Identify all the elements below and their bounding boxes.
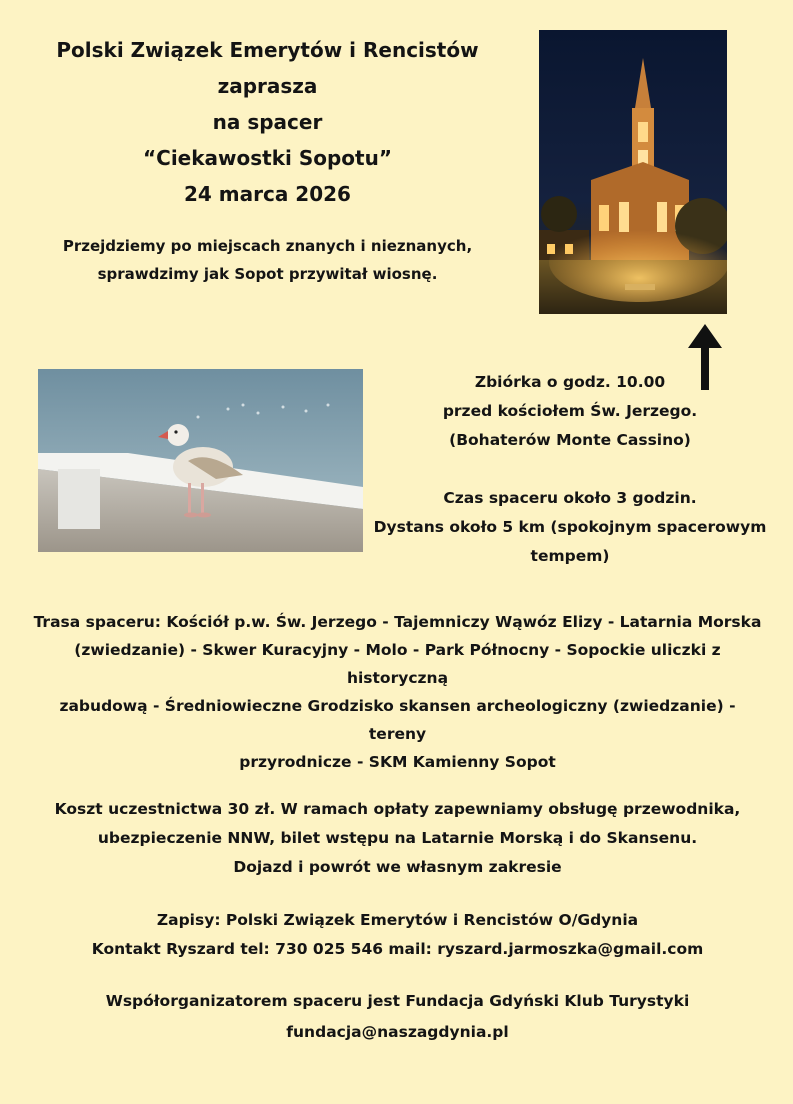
route-description [30, 608, 765, 776]
meeting-info [370, 368, 770, 571]
organization-name: Polski Związek Emerytów i Rencistów [56, 38, 479, 62]
coorganizer-email: fundacja@naszagdynia.pl [286, 1023, 509, 1041]
walk-title: “Ciekawostki Sopotu” [143, 146, 392, 170]
signup-line: Zapisy: Polski Związek Emerytów i Rencistów O/Gdynia [156, 911, 639, 929]
seagull-photo [38, 369, 363, 552]
meeting-street: (Bohaterów Monte Cassino) [449, 431, 691, 449]
church-night-photo [539, 30, 727, 314]
intro-text [40, 232, 495, 288]
coorganizer-line: Współorganizatorem spaceru jest Fundacja Gdyński Klub Turystyki [105, 992, 690, 1010]
walk-distance: Dystans około 5 km (spokojnym spacerowym [373, 518, 767, 536]
cost-info [30, 795, 765, 882]
walk-duration: Czas spaceru około 3 godzin. [443, 489, 697, 507]
meeting-time: Zbiórka o godz. 10.00 [474, 373, 666, 391]
invitation-header [40, 32, 495, 212]
walk-text: na spacer [212, 110, 323, 134]
contact-line: Kontakt Ryszard tel: 730 025 546 mail: ryszard.jarmoszka@gmail.com [91, 940, 704, 958]
intro-line-1: Przejdziemy po miejscach znanych i nieznanych, [62, 237, 473, 255]
route-line-4: przyrodnicze - SKM Kamienny Sopot [239, 753, 556, 771]
route-line-1: Trasa spaceru: Kościół p.w. Św. Jerzego - Tajemniczy Wąwóz Elizy - Latarnia Morska [33, 613, 762, 631]
church-illustration [539, 30, 727, 314]
intro-line-2: sprawdzimy jak Sopot przywitał wiosnę. [97, 265, 438, 283]
invites-text: zaprasza [217, 74, 318, 98]
route-line-3: zabudową - Średniowieczne Grodzisko skansen archeologiczny (zwiedzanie) - tereny [59, 697, 736, 743]
coorganizer-info [30, 986, 765, 1048]
cost-line-1: Koszt uczestnictwa 30 zł. W ramach opłaty zapewniamy obsługę przewodnika, [54, 800, 741, 818]
seagull-illustration [38, 369, 363, 552]
cost-line-2: ubezpieczenie NNW, bilet wstępu na Latarnie Morską i do Skansenu. [97, 829, 698, 847]
event-date: 24 marca 2026 [184, 182, 351, 206]
cost-line-3: Dojazd i powrót we własnym zakresie [233, 858, 562, 876]
walk-distance-cont: tempem) [530, 547, 610, 565]
route-line-2: (zwiedzanie) - Skwer Kuracyjny - Molo - Park Północny - Sopockie uliczki z historyczną [74, 641, 721, 687]
meeting-place: przed kościołem Św. Jerzego. [442, 402, 698, 420]
signup-info [30, 906, 765, 964]
